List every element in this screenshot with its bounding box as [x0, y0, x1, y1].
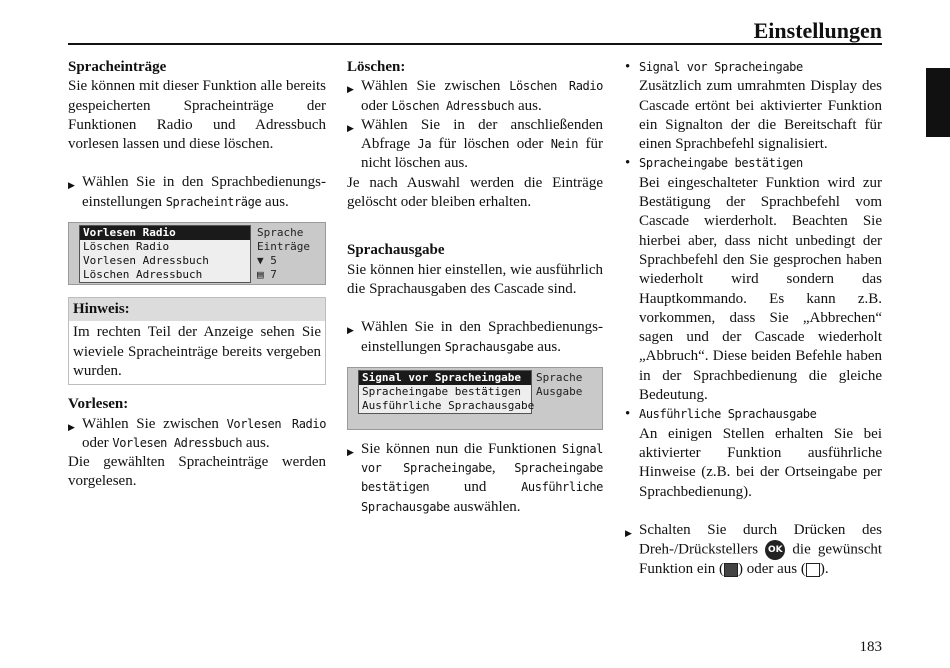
checkbox-off-icon	[806, 563, 820, 577]
intro-paragraph: Sie können hier einstellen, wie ausführlich die Sprachausgaben des Cascade sind.	[347, 261, 603, 297]
section-heading-sprachausgabe: Sprachausgabe	[347, 242, 445, 259]
page-title: Einstellungen	[753, 18, 882, 43]
column-1	[68, 58, 326, 492]
section-heading-spracheintraege: Spracheinträge	[68, 59, 167, 75]
screen-side-panel: Sprache Ausgabe	[536, 370, 583, 398]
chapter-tab	[926, 68, 950, 137]
hint-title: Hinweis:	[69, 298, 325, 321]
instruction-step: ▶ Wählen Sie in der anschließenden Abfrage Ja für löschen oder Nein für nicht löschen aus.	[347, 116, 603, 174]
subheading-vorlesen: Vorlesen:	[68, 396, 129, 413]
option-title: Ausführliche Sprachausgabe	[639, 407, 817, 422]
subheading-loeschen: Löschen:	[347, 59, 406, 75]
hint-body: Im rechten Teil der Anzeige sehen Sie wieviele Spracheinträge bereits vergeben wurden.	[73, 324, 321, 379]
display-screenshot-sprachausgabe	[347, 367, 603, 430]
option-title: Spracheingabe bestätigen	[639, 156, 803, 171]
instruction-step: ▶ Wählen Sie in den Sprachbedienungs-einstellungen Sprachausgabe aus.	[347, 318, 603, 357]
menu-list	[358, 370, 535, 414]
instruction-step: ▶ Schalten Sie durch Drücken des Dreh-/Drückstellers OK die gewünscht Funktion ein ( ) oder aus ( ).	[625, 521, 882, 580]
checkbox-on-icon	[724, 563, 738, 577]
column-3	[625, 58, 882, 579]
column-2	[347, 58, 603, 517]
menu-term: Spracheinträge	[165, 194, 262, 209]
instruction-step: ▶ Wählen Sie zwischen Vorlesen Radio oder Vorlesen Adressbuch aus.	[68, 415, 326, 454]
menu-item: Vorlesen Adressbuch	[83, 254, 209, 268]
option-text: An einigen Stellen erhalten Sie bei aktivierter Funktion ausführliche Hinweise (z.B. bei der Ortseingabe per Sprachbedienung).	[639, 425, 882, 500]
bullet-icon: •	[625, 406, 631, 423]
menu-list	[79, 225, 251, 283]
option-bestaetigen	[625, 154, 882, 405]
menu-item-selected: Vorlesen Radio	[80, 226, 250, 240]
instruction-step: ▶ Sie können nun die Funktionen Signal vor Spracheingabe, Spracheingabe bestätigen und Ausführliche Sprachausgabe auswählen.	[347, 440, 603, 517]
menu-item: Löschen Adressbuch	[83, 268, 203, 282]
intro-paragraph: Sie können mit dieser Funktion alle bereits gespeicherten Spracheinträge der Funktionen Radio und Adressbuch vorlesen lassen und diese löschen.	[68, 78, 326, 153]
menu-item: Löschen Radio	[83, 240, 170, 254]
bullet-icon: •	[625, 155, 631, 172]
menu-item: Ausführliche Sprachausgabe	[362, 398, 535, 412]
instruction-step: ▶ Wählen Sie zwischen Löschen Radio oder Löschen Adressbuch aus.	[347, 77, 603, 116]
page-number: 183	[859, 639, 882, 655]
screen-side-panel: Sprache Einträge ▼ 5 ▤ 7	[257, 226, 310, 282]
option-title: Signal vor Spracheingabe	[639, 60, 803, 74]
option-text: Bei eingeschalteter Funktion wird zur Bestätigung der Sprachbefehl vom Cascade wierderholt. Beachten Sie hierbei aber, dass nicht unbedingt der Sprachbefehl den Sie gesprochen haben wiederholt wird sondern das Hauptkommando. Es kann z.B. vorkommen, dass Sie „Abbrechen“ sagen und der Cascade wiederholt „Abbruch“. Diese beiden Befehle haben in der Sprachbedienung die gleiche Bedeutung.	[639, 174, 882, 404]
result-text: Die gewählten Spracheinträge werden vorgelesen.	[68, 454, 326, 490]
menu-item-selected: Signal vor Spracheingabe	[359, 371, 531, 385]
header-rule	[68, 43, 882, 45]
ok-button-icon: OK	[765, 540, 785, 560]
option-signal	[625, 58, 882, 154]
menu-item: Spracheingabe bestätigen	[362, 384, 521, 398]
option-text: Zusätzlich zum umrahmten Display des Cascade ertönt bei aktivierter Funktion ein Signalton der die Bereitschaft für einen Sprachbefehl signalisiert.	[639, 78, 882, 153]
hint-box	[68, 297, 326, 385]
bullet-icon: •	[625, 59, 631, 75]
display-screenshot-spracheintraege	[68, 222, 326, 285]
option-ausfuehrlich	[625, 405, 882, 501]
result-text: Je nach Auswahl werden die Einträge gelöscht oder bleiben erhalten.	[347, 174, 603, 211]
instruction-step: ▶ Wählen Sie in den Sprachbedienungs-einstellungen Spracheinträge aus.	[68, 173, 326, 212]
